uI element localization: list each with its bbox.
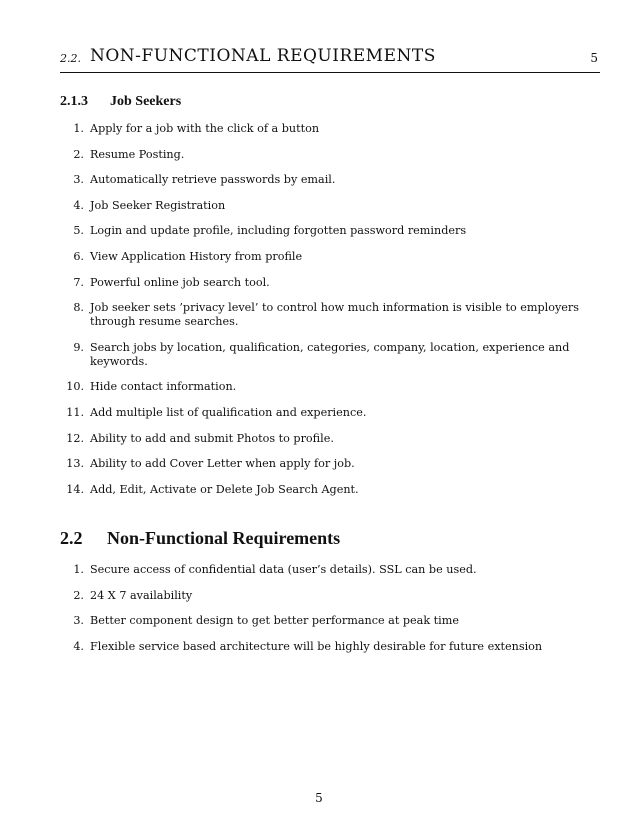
subsection-number: 2.1.3 [60, 94, 88, 109]
list-item: 4. Flexible service based architecture will be highly desirable for future extension [73, 639, 543, 653]
list-item: 12. Ability to add and submit Photos to profile. [66, 431, 334, 445]
header-page-number: 5 [590, 51, 598, 65]
list-item: 4. Job Seeker Registration [73, 198, 226, 212]
section-title: Non-Functional Requirements [107, 528, 341, 548]
list-item: 14. Add, Edit, Activate or Delete Job Search Agent. [66, 482, 359, 496]
subsection-title: Job Seekers [110, 94, 182, 109]
list-item: 3. Better component design to get better performance at peak time [73, 614, 459, 628]
list-item: 6. View Application History from profile [73, 249, 303, 263]
non-functional-list [0, 563, 638, 665]
list-item: 13. Ability to add Cover Letter when apply for job. [66, 457, 355, 471]
running-header [60, 44, 600, 73]
list-item: 3. Automatically retrieve passwords by email. [73, 173, 336, 187]
header-title: NON-FUNCTIONAL REQUIREMENTS [90, 46, 436, 66]
list-item: 1. Secure access of confidential data (user’s details). SSL can be used. [73, 563, 477, 576]
list-item: 1. Apply for a job with the click of a button [73, 122, 320, 135]
footer-page-number: 5 [315, 791, 323, 805]
list-item: 10. Hide contact information. [66, 380, 237, 394]
list-item: 11. Add multiple list of qualification and experience. [66, 405, 367, 419]
section-number: 2.2 [60, 528, 83, 548]
list-item: 9. Search jobs by location, qualification, categories, company, location, experience and keywords. [73, 340, 570, 368]
list-item: 8. Job seeker sets ’privacy level’ to control how much information is visible to employers through resume searches. [73, 301, 579, 329]
subsection-heading [60, 94, 181, 110]
header-section-number: 2.2. [60, 52, 81, 65]
list-item: 5. Login and update profile, including forgotten password reminders [73, 224, 467, 238]
job-seekers-list [0, 122, 638, 508]
list-item: 2. 24 X 7 availability [73, 588, 193, 602]
list-item: 7. Powerful online job search tool. [73, 275, 270, 289]
list-item: 2. Resume Posting. [73, 147, 185, 161]
section-heading [60, 528, 340, 549]
